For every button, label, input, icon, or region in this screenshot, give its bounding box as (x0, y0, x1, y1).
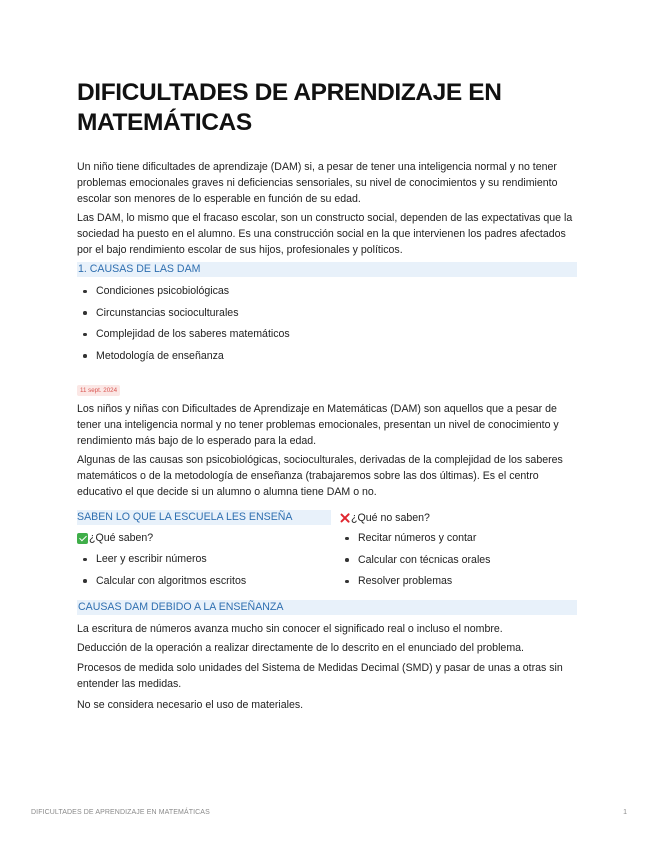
list-item: Calcular con técnicas orales (339, 552, 579, 574)
causes-list (77, 283, 290, 369)
saben-subheading (77, 530, 331, 546)
column-no-saben (339, 510, 579, 595)
page-title: DIFICULTADES DE APRENDIZAJE EN MATEMÁTICAS (77, 79, 502, 136)
list-item: Metodología de enseñanza (77, 348, 290, 370)
teaching-cause-3: Procesos de medida solo unidades del Sistema de Medidas Decimal (SMD) y pasar de unas a otras sin entender las medidas. (77, 662, 563, 691)
body-paragraph-2: Algunas de las causas son psicobiológicas, socioculturales, derivadas de la complejidad de los saberes matemáticos o de la metodología de enseñanza (trabajaremos sobre las dos últimas). Es el centro educativo el que decide si un alumno o alumna tiene DAM o no. (77, 454, 563, 499)
page-number: 1 (623, 809, 627, 816)
date-badge: 11 sept. 2024 (77, 385, 120, 396)
intro-paragraph-2: Las DAM, lo mismo que el fracaso escolar, son un constructo social, dependen de las expectativas que la sociedad ha puesto en el alumno. Es una construcción social en la que intervienen los padres afectados por el bajo rendimiento escolar de sus hijos, profesionales y políticos. (77, 212, 573, 257)
section-heading-text: 1. CAUSAS DE LAS DAM (78, 263, 201, 275)
cross-mark-icon (339, 512, 350, 523)
body-paragraph-1: Los niños y niñas con Dificultades de Aprendizaje en Matemáticas (DAM) son aquellos que a pesar de tener una inteligencia normal y no tener problemas emocionales, presentan un nivel de conocimiento y rendimiento más bajo de lo esperado para la edad. (77, 403, 559, 448)
no-saben-list (339, 530, 579, 595)
list-item: Circunstancias socioculturales (77, 305, 290, 327)
section-heading-text: CAUSAS DAM DEBIDO A LA ENSEÑANZA (78, 601, 284, 613)
intro-paragraph-1: Un niño tiene dificultades de aprendizaje (DAM) si, a pesar de tener una inteligencia normal y no tener problemas emocionales graves ni deficiencias sensoriales, su nivel de conocimientos y su rendimiento escolar son menores de lo esperable en función de su edad. (77, 161, 558, 206)
column-saben (77, 510, 331, 594)
no-saben-subheading (339, 510, 579, 525)
saben-list (77, 551, 331, 594)
list-item: Recitar números y contar (339, 530, 579, 552)
check-mark-icon (77, 533, 88, 544)
section-heading-ensenanza (77, 600, 577, 615)
teaching-cause-1: La escritura de números avanza mucho sin conocer el significado real o incluso el nombre. (77, 623, 503, 635)
saben-subheading-text: ¿Qué saben? (89, 532, 154, 544)
no-saben-subheading-text: ¿Qué no saben? (351, 511, 430, 524)
list-item: Leer y escribir números (77, 551, 331, 573)
list-item: Condiciones psicobiológicas (77, 283, 290, 305)
teaching-cause-2: Deducción de la operación a realizar directamente de lo descrito en el enunciado del problema. (77, 642, 524, 654)
list-item: Calcular con algoritmos escritos (77, 573, 331, 595)
column-heading: SABEN LO QUE LA ESCUELA LES ENSEÑA (77, 510, 331, 525)
teaching-cause-4: No se considera necesario el uso de materiales. (77, 699, 304, 711)
list-item: Complejidad de los saberes matemáticos (77, 326, 290, 348)
footer-title: DIFICULTADES DE APRENDIZAJE EN MATEMÁTICAS (31, 809, 210, 816)
list-item: Resolver problemas (339, 573, 579, 595)
section-heading-causas (77, 262, 577, 277)
